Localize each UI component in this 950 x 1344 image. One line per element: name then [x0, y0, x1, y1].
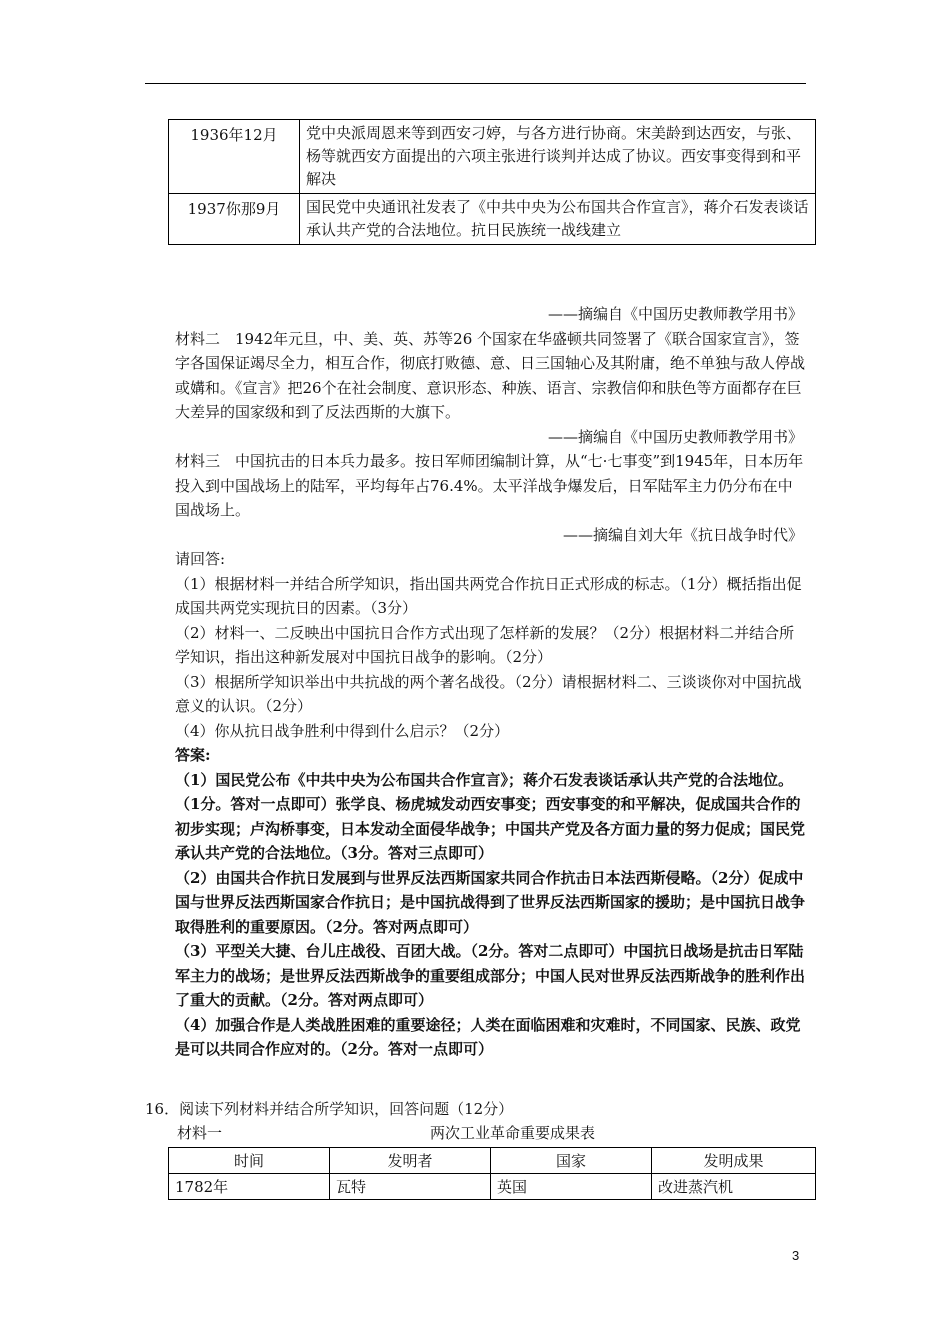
- table-row: [169, 194, 816, 245]
- answer-label: 答案:: [175, 746, 211, 764]
- page-number: 3: [792, 1248, 800, 1263]
- source-citation: ——摘编自《中国历史教师教学用书》: [547, 427, 803, 446]
- event-cell: 国民党中央通讯社发表了《中共中央为公布国共合作宣言》，蒋介石发表谈话承认共产党的合法地位。抗日民族统一战线建立: [300, 194, 816, 245]
- answer-item: （3）平型关大捷、台儿庄战役、百团大战。（2分。答对二点即可）中国抗日战场是抗击日军陆军主力的战场；是世界反法西斯战争的重要组成部分；中国人民对世界反法西斯战争的胜利作出了重大的贡献。（2分。答对两点即可）: [175, 942, 806, 1009]
- table-row: [169, 1174, 816, 1200]
- material-three: 材料三 中国抗击的日本兵力最多。按日军师团编制计算，从“七·七事变”到1945年，日本历年投入到中国战场上的陆军，平均每年占76.4%。太平洋战争爆发后，日军陆军主力仍分布在中国战场上。: [175, 452, 804, 519]
- question-item: （2）材料一、二反映出中国抗日合作方式出现了怎样新的发展？（2分）根据材料二并结合所学知识，指出这种新发展对中国抗日战争的影响。（2分）: [175, 623, 795, 666]
- table-cell: 瓦特: [330, 1174, 491, 1200]
- question-item: （1）根据材料一并结合所学知识，指出国共两党合作抗日正式形成的标志。（1分）概括指出促成国共两党实现抗日的因素。（3分）: [175, 574, 802, 617]
- table-header-row: [169, 1148, 816, 1174]
- answer-item: （4）加强合作是人类战胜困难的重要途径；人类在面临困难和灾难时，不同国家、民族、政党是可以共同合作应对的。（2分。答对一点即可）: [175, 1015, 801, 1058]
- table-title: 两次工业革命重要成果表: [430, 1124, 596, 1142]
- table-row: [169, 120, 816, 194]
- question-stem: 16．阅读下列材料并结合所学知识，回答问题（12分）: [145, 1100, 514, 1118]
- timeline-table: [168, 119, 816, 245]
- header-rule: [145, 83, 806, 84]
- column-header: 发明者: [330, 1148, 491, 1174]
- material-label: 材料一: [177, 1124, 223, 1142]
- event-cell: 党中央派周恩来等到西安刁婷，与各方进行协商。宋美龄到达西安，与张、杨等就西安方面提出的六项主张进行谈判并达成了协议。西安事变得到和平解决: [300, 120, 816, 194]
- date-cell: 1936年12月: [169, 120, 300, 194]
- date-cell: 1937你那9月: [169, 194, 300, 245]
- material-title-row: [145, 1121, 825, 1145]
- source-citation: ——摘编自刘大年《抗日战争时代》: [562, 525, 803, 544]
- prompt-text: 请回答:: [175, 550, 226, 568]
- column-header: 时间: [169, 1148, 330, 1174]
- question-item: （3）根据所学知识举出中共抗战的两个著名战役。（2分）请根据材料二、三谈谈你对中国抗战意义的认识。（2分）: [175, 672, 802, 715]
- material-section: [175, 302, 805, 1062]
- table-cell: 1782年: [169, 1174, 330, 1200]
- material-two: 材料二 1942年元旦，中、美、英、苏等26 个国家在华盛顿共同签署了《联合国家宣言》，签字各国保证竭尽全力，相互合作，彻底打败德、意、日三国轴心及其附庸，绝不单独与敌人停战或媾和。《宣言》把26个在社会制度、意识形态、种族、语言、宗教信仰和肤色等方面都存在巨大差异的国家级和到了反法西斯的大旗下。: [175, 329, 806, 421]
- source-citation: ——摘编自《中国历史教师教学用书》: [547, 305, 803, 323]
- answer-item: （2）由国共合作抗日发展到与世界反法西斯国家共同合作抗击日本法西斯侵略。（2分）促成中国与世界反法西斯国家合作抗日；是中国抗战得到了世界反法西斯国家的援助；是中国抗日战争取得胜利的重要原因。（2分。答对两点即可）: [175, 868, 806, 936]
- column-header: 发明成果: [652, 1148, 816, 1174]
- column-header: 国家: [491, 1148, 652, 1174]
- table-cell: 英国: [491, 1174, 652, 1200]
- question-item: （4）你从抗日战争胜利中得到什么启示？（2分）: [175, 721, 510, 740]
- question-16: [145, 1097, 825, 1145]
- answer-item: （1）国民党公布《中共中央为公布国共合作宣言》；蒋介石发表谈话承认共产党的合法地位。（1分。答对一点即可）张学良、杨虎城发动西安事变；西安事变的和平解决，促成国共合作的初步实现；卢沟桥事变，日本发动全面侵华战争；中国共产党及各方面力量的努力促成；国民党承认共产党的合法地位。（3分。答对三点即可）: [175, 770, 806, 862]
- industrial-revolution-table: [168, 1147, 816, 1200]
- table-cell: 改进蒸汽机: [652, 1174, 816, 1200]
